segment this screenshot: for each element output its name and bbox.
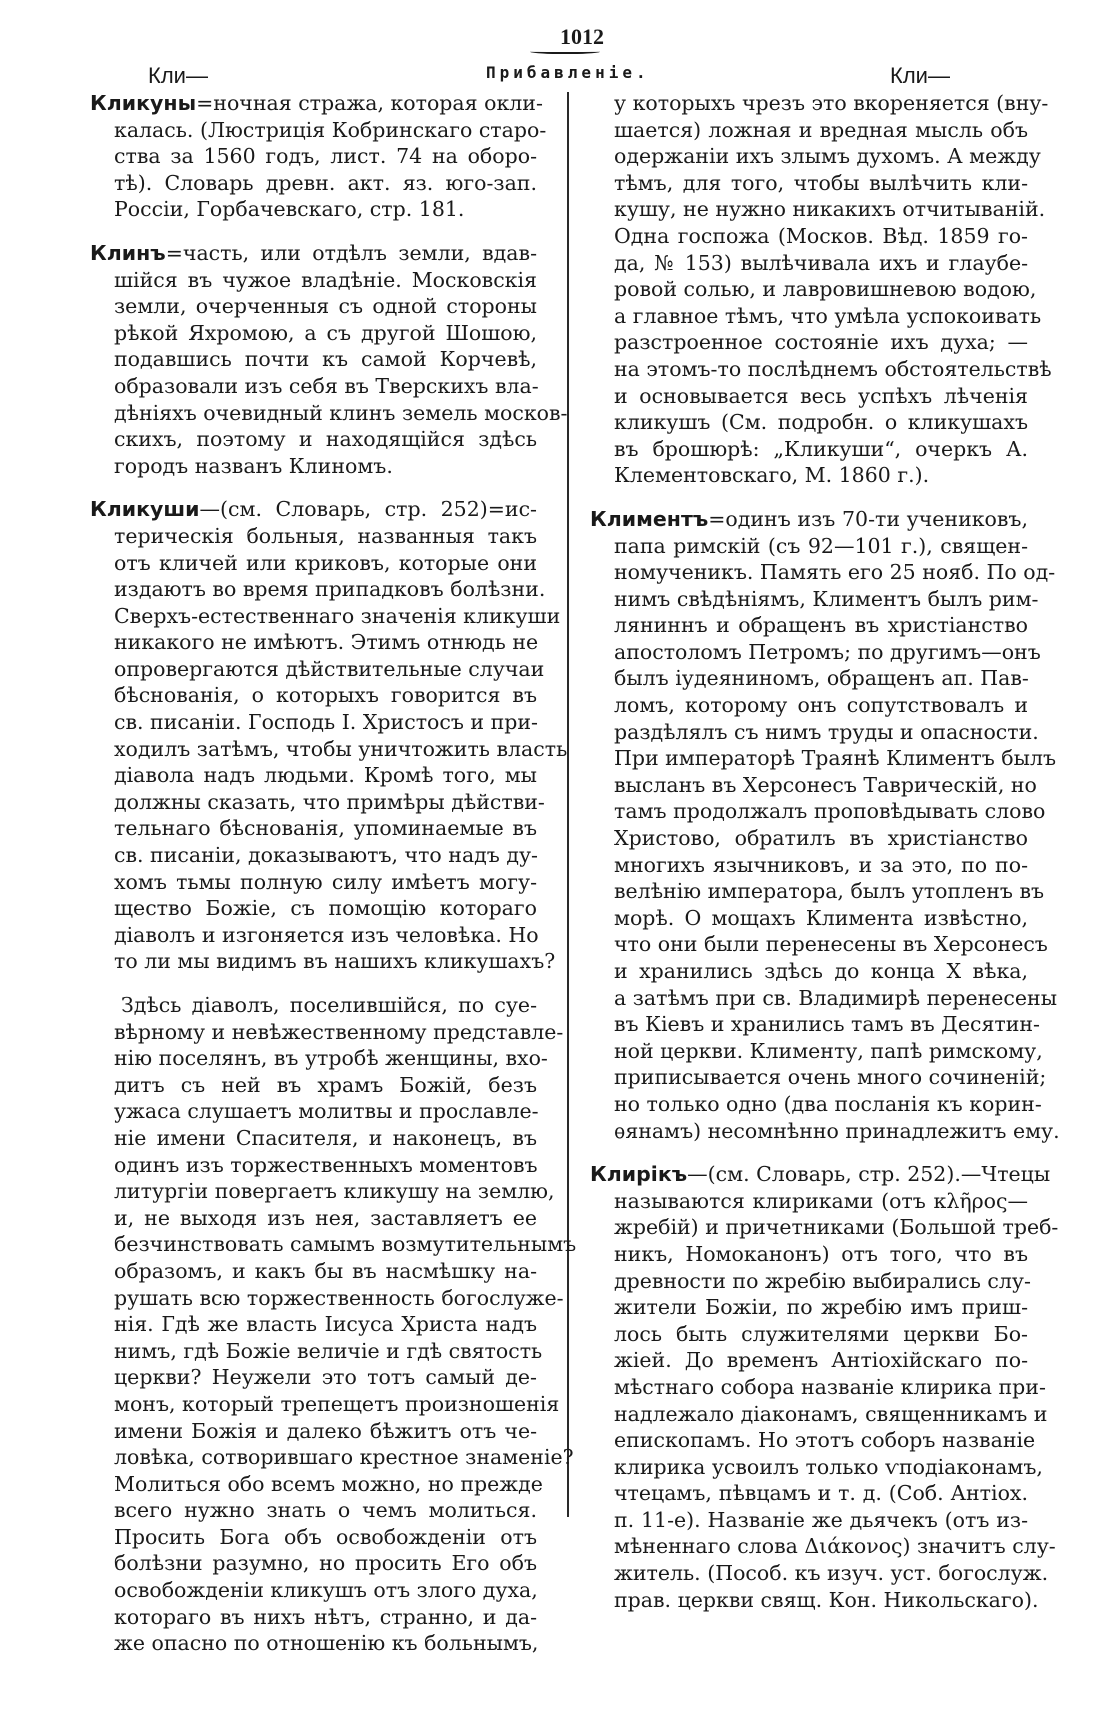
text-line: ства за 1560 годъ, лист. 74 на оборо-: [114, 144, 537, 169]
text-line: ровой солью, и лавровишневою водою,: [614, 277, 1037, 302]
text-line: [90, 240, 537, 267]
text-line: образомъ, и какъ бы въ насмѣшку на-: [114, 1258, 537, 1283]
text-line: тельнаго бѣснованія, упоминаемые въ: [114, 816, 537, 841]
text-line: номученикъ. Память его 25 нояб. По од-: [614, 560, 1056, 585]
text-line: Здѣсь діаволъ, поселившійся, по суе-: [121, 993, 537, 1017]
text-line: ѳянамъ) несомнѣнно принадлежитъ ему.: [614, 1118, 1060, 1143]
text-line: шается) ложная и вредная мысль объ: [614, 117, 1028, 142]
text-line: діавола надъ людьми. Кромѣ того, мы: [114, 763, 537, 788]
text-line: скихъ, поэтому и находящійся здѣсь: [114, 427, 537, 452]
text-line: ловѣка, сотворившаго крестное знаменіе?: [114, 1445, 574, 1470]
text-line: надлежало діаконамъ, священникамъ и: [614, 1401, 1048, 1426]
running-head-center: Прибавленіе.: [486, 63, 650, 82]
headword: Кликуны: [90, 91, 197, 115]
text-line: лось быть служителями церкви Бо-: [614, 1321, 1028, 1346]
text-line: Одна госпожа (Москов. Вѣд. 1859 го-: [614, 223, 1028, 248]
text-line: у которыхъ чрезъ это вкореняется (вну-: [614, 91, 1049, 115]
text-line: и основывается весь успѣхъ лѣченія: [614, 383, 1028, 408]
text-line: житель. (Пособ. къ изуч. уст. богослуж.: [614, 1561, 1049, 1586]
text-line: терическія больныя, названныя такъ: [114, 523, 537, 548]
text-line: ходилъ затѣмъ, чтобы уничтожить власть: [114, 736, 568, 761]
headword: Клирікъ: [590, 1162, 688, 1187]
dictionary-entry: [590, 1161, 1059, 1613]
text-line: тѣмъ, для того, чтобы вылѣчить кли-: [614, 170, 1028, 195]
text-line: тѣ). Словарь древн. акт. яз. юго-зап.: [114, 170, 537, 195]
text-line: образовали изъ себя въ Тверскихъ вла-: [114, 373, 539, 398]
text-line: чтецамъ, пѣвцамъ и т. д. (Соб. Антіох.: [614, 1481, 1028, 1506]
text-line: земли, очерченныя съ одной стороны: [114, 294, 537, 319]
text-line: но только одно (два посланія къ корин-: [614, 1091, 1042, 1116]
text-line: діаволъ и изгоняется изъ человѣка. Но: [114, 922, 539, 947]
text-line: [90, 496, 537, 523]
text-line: нію поселянъ, въ утробѣ женщины, вхо-: [114, 1046, 548, 1071]
text-line: тамъ продолжалъ проповѣдывать слово: [614, 799, 1046, 824]
text-line: Россіи, Горбачевскаго, стр. 181.: [114, 197, 465, 222]
text-line: [90, 90, 543, 117]
definition-text: =часть, или отдѣлъ земли, вдав-: [165, 240, 537, 265]
dictionary-entry: [90, 496, 568, 975]
text-line: вѣрному и невѣжественному представле-: [114, 1019, 564, 1044]
text-line: Сверхъ-естественнаго значенія кликуши: [114, 603, 561, 628]
text-line: нимъ, гдѣ Божіе величіе и гдѣ святость: [114, 1338, 543, 1363]
text-line: апостоломъ Петромъ; по другимъ—онъ: [614, 639, 1041, 664]
text-line: былъ іудеяниномъ, обращенъ ап. Пав-: [614, 666, 1029, 691]
text-line: клирика усвоилъ только ѵподіаконамъ,: [614, 1454, 1043, 1479]
text-line: на этомъ-то послѣднемъ обстоятельствѣ: [614, 356, 1052, 381]
text-line: литургіи повергаетъ кликушу на землю,: [114, 1179, 555, 1204]
text-line: монъ, который трепещетъ произношенія: [114, 1391, 560, 1416]
text-line: [590, 506, 1028, 533]
text-line: рушать всю торжественность богослуже-: [114, 1285, 564, 1310]
text-line: [590, 1161, 1051, 1188]
text-line: всего нужно знать о чемъ молиться.: [114, 1498, 537, 1523]
text-line: шійся въ чужое владѣніе. Московскія: [114, 267, 537, 292]
text-line: то ли мы видимъ въ нашихъ кликушахъ?: [114, 949, 556, 974]
entry-continuation: [590, 90, 1052, 489]
text-line: ужаса слушаетъ молитвы и прославле-: [114, 1099, 539, 1124]
text-line: высланъ въ Херсонесъ Таврическій, но: [614, 772, 1037, 797]
text-line: морѣ. О мощахъ Климента извѣстно,: [614, 905, 1028, 930]
text-line: въ брошюрѣ: „Кликуши“, очеркъ А.: [614, 436, 1028, 461]
text-line: и хранились здѣсь до конца X вѣка,: [614, 959, 1028, 983]
text-line: хомъ тьмы полную силу имѣетъ могу-: [114, 869, 537, 894]
text-line: же опасно по отношенію къ больнымъ,: [114, 1631, 539, 1656]
headword: Климентъ: [590, 506, 709, 531]
text-line: Молиться обо всемъ можно, но прежде: [114, 1471, 543, 1496]
text-line: одинъ изъ торжественныхъ моментовъ: [114, 1152, 538, 1177]
text-line: св. писаніи, доказываютъ, что надъ ду-: [114, 843, 538, 868]
text-line: ляниннъ и обращенъ въ христіанство: [614, 613, 1028, 638]
column-divider: [567, 92, 569, 1517]
text-line: св. писаніи. Господь І. Христосъ и при-: [114, 710, 538, 735]
text-line: нимъ свѣдѣніямъ, Климентъ былъ рим-: [614, 586, 1039, 611]
text-line: дѣніяхъ очевидный клинъ земель москов-: [114, 400, 568, 425]
text-line: дитъ съ ней въ храмъ Божій, безъ: [114, 1072, 537, 1097]
text-line: подавшись почти къ самой Корчевѣ,: [114, 347, 537, 372]
text-line: разстроенное состояніе ихъ духа; —: [614, 330, 1028, 355]
text-line: кликушъ (См. подробн. о кликушахъ: [614, 410, 1028, 435]
text-line: щество Божіе, съ помощію котораго: [114, 896, 537, 921]
text-line: одержаніи ихъ злымъ духомъ. А между: [614, 144, 1041, 169]
left-column: [90, 90, 577, 1674]
text-line: Клементовскаго, М. 1860 г.).: [614, 463, 930, 488]
text-line: приписывается очень много сочиненій;: [614, 1065, 1047, 1090]
text-line: котораго въ нихъ нѣтъ, странно, и да-: [114, 1604, 537, 1629]
text-line: жребій) и причетниками (Большой треб-: [614, 1215, 1059, 1240]
text-line: издаютъ во время припадковъ болѣзни.: [114, 577, 546, 602]
definition-text: =ночная стража, которая окли-: [196, 91, 543, 115]
text-line: городъ названъ Клиномъ.: [114, 453, 393, 478]
text-line: въ Кіевъ и хранились тамъ въ Десятин-: [614, 1012, 1040, 1037]
text-line: папа римскій (съ 92—101 г.), священ-: [614, 533, 1028, 558]
text-line: п. 11-е). Названіе же дьячекъ (отъ из-: [614, 1507, 1028, 1532]
text-line: мѣстнаго собора названіе клирика при-: [614, 1374, 1046, 1399]
text-line: велѣнію императора, былъ утопленъ въ: [614, 879, 1045, 904]
text-line: что они были перенесены въ Херсонесъ: [614, 932, 1048, 957]
text-line: ной церкви. Клименту, папѣ римскому,: [614, 1038, 1043, 1063]
text-line: жіей. До временъ Антіохійскаго по-: [614, 1348, 1028, 1373]
text-line: калась. (Люстриція Кобринскаго старо-: [114, 117, 547, 142]
text-line: ломъ, которому онъ сопутствовалъ и: [614, 693, 1028, 718]
dictionary-entry: [590, 506, 1060, 1144]
text-line: ніе имени Спасителя, и наконецъ, въ: [114, 1125, 537, 1150]
text-line: рѣкой Яхромою, а съ другой Шошою,: [114, 320, 537, 345]
text-line: древности по жребію выбирались слу-: [614, 1268, 1031, 1293]
running-head-left: Кли—: [148, 63, 208, 88]
text-line: Просить Бога объ освобожденіи отъ: [114, 1524, 537, 1549]
text-line: называются клириками (отъ κλῆρος—: [614, 1188, 1028, 1213]
dictionary-entry: [90, 90, 547, 223]
text-line: кушу, не нужно никакихъ отчитываній.: [614, 197, 1046, 222]
text-line: церкви? Неужели это тотъ самый де-: [114, 1365, 537, 1390]
text-line: жители Божіи, по жребію имъ приш-: [614, 1295, 1028, 1320]
text-line: никакого не имѣютъ. Этимъ отнюдь не: [114, 630, 539, 655]
text-line: раздѣлялъ съ нимъ труды и опасности.: [614, 719, 1039, 744]
running-head-right: Кли—: [890, 63, 950, 88]
dictionary-entry: [90, 240, 568, 479]
text-line: да, № 153) вылѣчивала ихъ и глаубе-: [614, 250, 1028, 275]
text-line: многихъ язычниковъ, и за это, по по-: [614, 852, 1028, 877]
text-line: и, не выходя изъ нея, заставляетъ ее: [114, 1205, 537, 1230]
text-line: имени Божія и далеко бѣжитъ отъ че-: [114, 1418, 537, 1443]
text-line: мѣненнаго слова Διάκονος) значитъ слу-: [614, 1534, 1056, 1559]
text-line: опровергаются дѣйствительные случаи: [114, 656, 545, 681]
page-number-underline: [530, 48, 600, 54]
entry-continuation: [90, 992, 577, 1657]
text-line: должны сказать, что примѣры дѣйстви-: [114, 789, 545, 814]
text-line: прав. церкви свящ. Кон. Никольскаго).: [614, 1587, 1039, 1612]
headword: Клинъ: [90, 240, 166, 265]
text-line: безчинствовать самымъ возмутительнымъ: [114, 1232, 577, 1257]
text-line: никъ, Номоканонъ) отъ того, что въ: [614, 1241, 1028, 1266]
definition-text: —(см. Словарь, стр. 252).—Чтецы: [687, 1162, 1051, 1187]
text-line: епископамъ. Но этотъ соборъ названіе: [614, 1428, 1036, 1453]
text-line: отъ кличей или криковъ, которые они: [114, 550, 537, 575]
definition-text: =одинъ изъ 70-ти учениковъ,: [708, 506, 1028, 531]
text-line: освобожденіи кликушъ отъ злого духа,: [114, 1578, 538, 1603]
text-line: а затѣмъ при св. Владимирѣ перенесены: [614, 985, 1058, 1010]
text-line: При императорѣ Траянѣ Климентъ былъ: [614, 746, 1057, 771]
text-line: а главное тѣмъ, что умѣла успокоивать: [614, 303, 1042, 328]
page-number: 1012: [560, 24, 604, 49]
headword: Кликуши: [90, 497, 200, 522]
text-line: болѣзни разумно, но просить Его объ: [114, 1551, 537, 1576]
definition-text: —(см. Словарь, стр. 252)=ис-: [199, 497, 537, 522]
text-line: бѣснованія, о которыхъ говорится въ: [114, 683, 537, 708]
right-column: [590, 90, 1060, 1630]
text-line: Христово, обратилъ въ христіанство: [614, 826, 1028, 851]
text-line: нія. Гдѣ же власть Іисуса Христа надъ: [114, 1312, 537, 1337]
